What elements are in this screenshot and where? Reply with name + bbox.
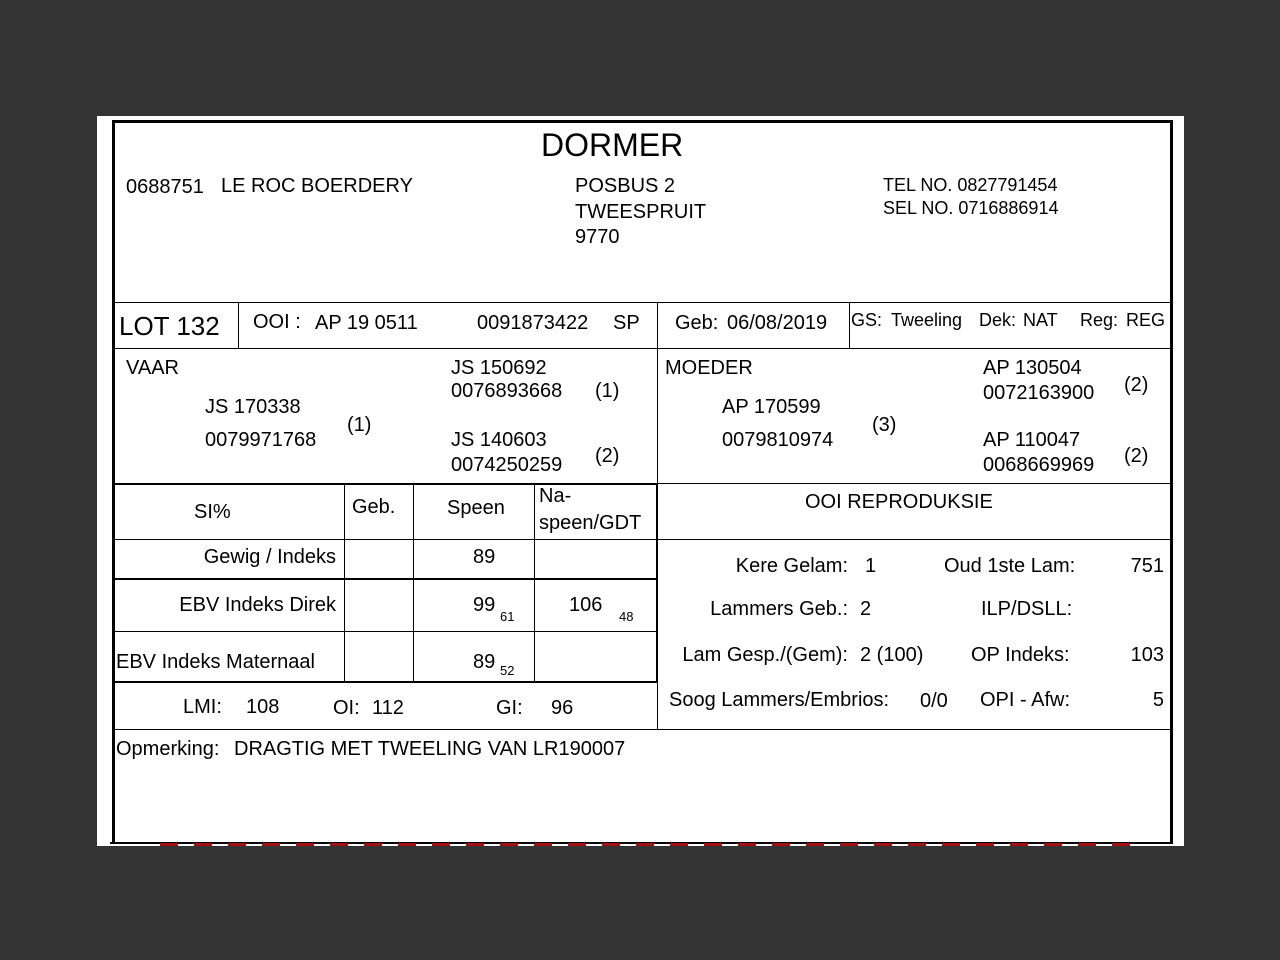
ooi-id: AP 19 0511 — [315, 312, 418, 334]
si-row-naspeen-accuracy: 48 — [619, 609, 634, 624]
dek-value: NAT — [1023, 310, 1058, 330]
op-indeks-label: OP Indeks: — [971, 644, 1070, 666]
divider — [115, 729, 1172, 730]
dam-dam-number: 0068669969 — [983, 454, 1095, 476]
oi-label: OI: — [333, 697, 360, 719]
birth-date: 06/08/2019 — [727, 312, 828, 334]
divider — [115, 348, 1172, 349]
si-row-speen: 89 — [473, 651, 496, 673]
sire-dam-id: JS 140603 — [451, 429, 547, 451]
sire-sire-number: 0076893668 — [451, 380, 563, 402]
remark-label: Opmerking: — [116, 738, 220, 760]
sire-dam-number: 0074250259 — [451, 454, 563, 476]
kere-gelam-label: Kere Gelam: — [735, 555, 848, 577]
opi-afw-label: OPI - Afw: — [980, 689, 1071, 711]
soog-lammers-label: Soog Lammers/Embrios: — [669, 689, 890, 711]
gs-value: Tweeling — [891, 310, 963, 330]
kere-gelam-value: 1 — [865, 555, 877, 577]
dam-sire-number: 0072163900 — [983, 382, 1095, 404]
reproduction-title: OOI REPRODUKSIE — [805, 491, 993, 513]
si-row-label: EBV Indeks Direk — [179, 594, 336, 616]
tel-number: TEL NO. 0827791454 — [883, 175, 1058, 195]
ooi-label: OOI : — [253, 311, 301, 333]
address-line: TWEESPRUIT — [575, 201, 707, 223]
divider — [115, 578, 658, 580]
si-row-label: EBV Indeks Maternaal — [116, 651, 315, 673]
lmi-label: LMI: — [183, 696, 222, 718]
breeder-number: 0688751 — [126, 176, 204, 198]
address-line: POSBUS 2 — [575, 175, 676, 197]
sire-number: 0079971768 — [205, 429, 317, 451]
lammers-geb-label: Lammers Geb.: — [710, 598, 848, 620]
ooi-number: 0091873422 — [477, 312, 589, 334]
divider — [849, 302, 850, 348]
lmi-value: 108 — [246, 696, 280, 718]
divider — [238, 302, 239, 348]
gi-value: 96 — [551, 697, 574, 719]
birth-label: Geb: — [675, 312, 719, 334]
sel-number: SEL NO. 0716886914 — [883, 198, 1059, 218]
sire-grade: (1) — [347, 414, 372, 436]
lam-gesp-label: Lam Gesp./(Gem): — [682, 644, 848, 666]
sire-id: JS 170338 — [205, 396, 301, 418]
opi-afw-value: 5 — [1152, 689, 1164, 711]
lot-number: LOT 132 — [119, 311, 220, 341]
si-row-speen-accuracy: 61 — [500, 609, 515, 624]
dam-sire-id: AP 130504 — [983, 357, 1082, 379]
divider — [115, 483, 658, 485]
breed-title: DORMER — [541, 127, 684, 163]
lam-gesp-value: 2 (100) — [860, 644, 924, 666]
soog-lammers-value: 0/0 — [920, 690, 948, 712]
divider — [115, 631, 658, 632]
gs-label: GS: — [851, 310, 883, 330]
si-row-speen: 89 — [473, 546, 496, 568]
divider — [115, 539, 658, 540]
si-row-speen-accuracy: 52 — [500, 663, 515, 678]
op-indeks-value: 103 — [1130, 644, 1164, 666]
dam-dam-grade: (2) — [1124, 445, 1149, 467]
divider — [115, 681, 658, 683]
dam-dam-id: AP 110047 — [983, 429, 1081, 451]
sire-sire-grade: (1) — [595, 380, 620, 402]
dam-number: 0079810974 — [722, 429, 834, 451]
dam-grade: (3) — [872, 414, 897, 436]
col-geb-header: Geb. — [352, 496, 396, 518]
reg-label: Reg: — [1080, 310, 1119, 330]
lot-card — [112, 120, 1173, 842]
divider — [658, 483, 1172, 484]
si-row-speen: 99 — [473, 594, 496, 616]
ilp-dsll-label: ILP/DSLL: — [981, 598, 1073, 620]
divider — [656, 483, 658, 682]
col-naspeen-header: Na- — [539, 485, 572, 507]
divider — [115, 302, 1172, 303]
sire-dam-grade: (2) — [595, 445, 620, 467]
dam-sire-grade: (2) — [1124, 374, 1149, 396]
ooi-class: SP — [613, 312, 640, 334]
si-row-naspeen: 106 — [569, 594, 603, 616]
col-speen-header: Speen — [447, 497, 505, 519]
oi-value: 112 — [372, 697, 404, 719]
gi-label: GI: — [496, 697, 523, 719]
lammers-geb-value: 2 — [860, 598, 872, 620]
col-naspeen-header: speen/GDT — [539, 512, 642, 534]
divider — [658, 539, 1172, 540]
si-row-label: Gewig / Indeks — [203, 546, 336, 568]
oud-1ste-lam-label: Oud 1ste Lam: — [944, 555, 1076, 577]
oud-1ste-lam-value: 751 — [1130, 555, 1164, 577]
address-line: 9770 — [575, 226, 620, 248]
col-si-header: SI% — [194, 501, 231, 523]
remark-text: DRAGTIG MET TWEELING VAN LR190007 — [234, 738, 626, 760]
dam-id: AP 170599 — [722, 396, 821, 418]
divider — [344, 483, 345, 681]
cut-off-red-text — [160, 843, 1130, 846]
vaar-label: VAAR — [126, 357, 179, 379]
divider — [534, 483, 535, 681]
dek-label: Dek: — [979, 310, 1017, 330]
divider — [413, 483, 414, 681]
sire-sire-id: JS 150692 — [451, 357, 547, 379]
moeder-label: MOEDER — [665, 357, 753, 379]
reg-value: REG — [1126, 310, 1166, 330]
breeder-name: LE ROC BOERDERY — [221, 175, 413, 197]
